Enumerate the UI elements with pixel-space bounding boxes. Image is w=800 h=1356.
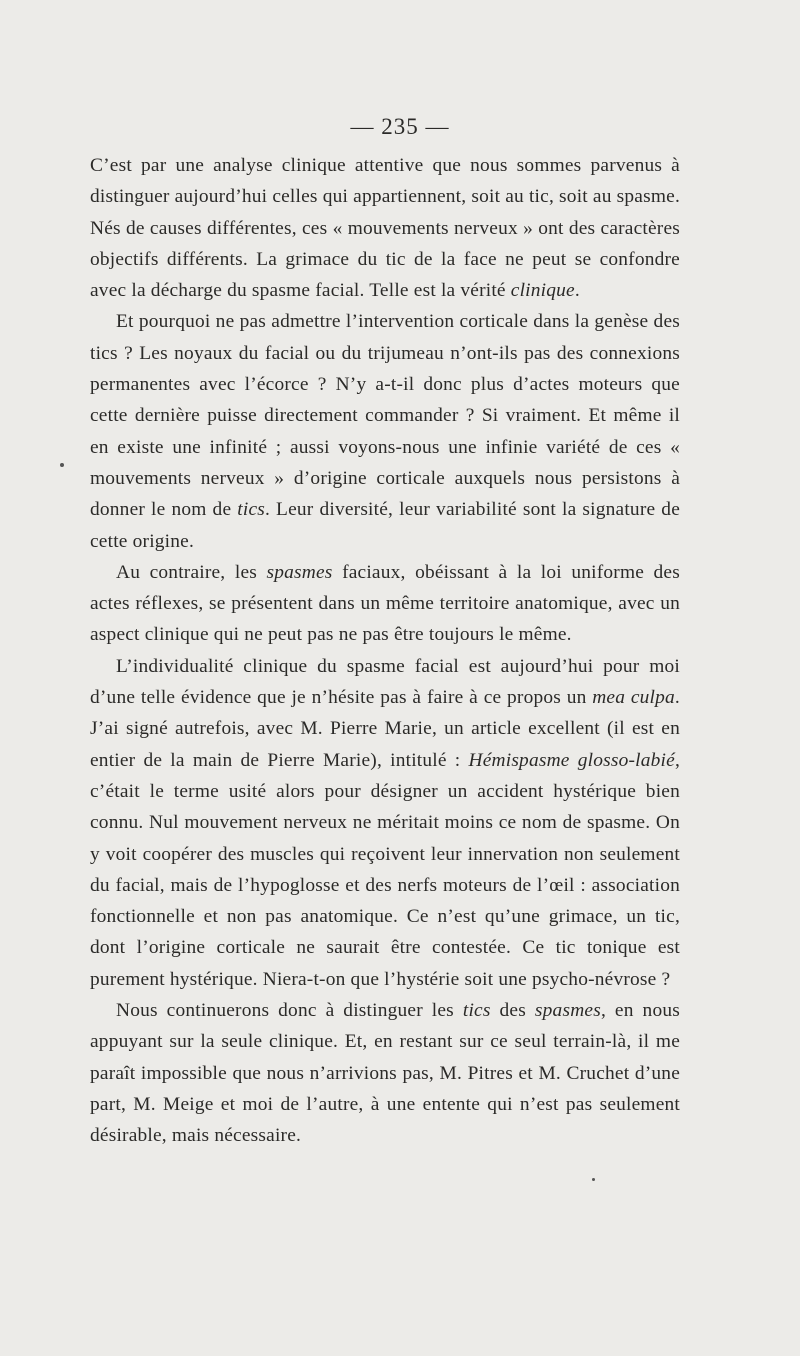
- text-run: des: [490, 1000, 535, 1022]
- paragraph: [90, 150, 680, 306]
- italic-term: spasmes: [266, 561, 333, 583]
- text-run: L’individualité clinique du spasme facial est aujourd’hui pour moi d’une telle évidence que je n’hésite pas à faire à ce propos un: [90, 655, 680, 709]
- text-run: Et pourquoi ne pas admettre l’intervention corticale dans la genèse des tics ? Les noyaux du facial ou du trijumeau n’ont-ils pas des connexions permanentes avec l’écorce ? N’y a-t-il donc plus d’actes moteurs que cette dernière puisse directement commander ? Si vraiment. Et même il en existe une infinité ; aussi voyons-nous une infinie variété de ces « mouvements nerveux » d’origine corticale auxquels nous persistons à donner le nom de: [90, 311, 680, 521]
- text-run: faciaux, obéissant à la loi uniforme des actes réflexes, se présentent dans un même territoire anatomique, avec un aspect clinique qui ne peut pas ne pas être toujours le même.: [90, 561, 680, 646]
- text-run: Nous continuerons donc à distinguer les: [116, 1000, 463, 1022]
- italic-term: mea culpa: [592, 687, 675, 709]
- ink-speck: [592, 1178, 595, 1181]
- paragraph: [90, 651, 680, 995]
- italic-term: Hémispasme glosso-labié: [468, 749, 675, 771]
- paragraph: [90, 557, 680, 651]
- text-run: . Leur diversité, leur variabilité sont la signature de cette origine.: [90, 499, 681, 552]
- text-run: , en nous appuyant sur la seule clinique. Et, en restant sur ce seul terrain-là, il me paraît impossible que nous n’arrivions pas, M. Pitres et M. Cruchet d’une part, M. Meige et moi de l’autre, à une entente qui n’est pas seulement désirable, mais nécessaire.: [90, 1000, 680, 1147]
- text-run: . J’ai signé autrefois, avec M. Pierre Marie, un article excellent (il est en entier de la main de Pierre Marie), intitulé :: [90, 687, 680, 771]
- text-run: C’est par une analyse clinique attentive que nous sommes parvenus à distinguer aujourd’hui celles qui appartiennent, soit au tic, soit au spasme. Nés de causes différentes, ces « mouvements nerveux » ont des caractères objectifs différents. La grimace du tic de la face ne peut se confondre avec la décharge du spasme facial. Telle est la vérité: [90, 155, 680, 302]
- paragraph: [90, 306, 680, 556]
- ink-speck: [60, 463, 64, 467]
- italic-term: tics: [237, 499, 265, 521]
- text-run: Au contraire, les: [116, 561, 267, 583]
- text-run: .: [574, 280, 580, 302]
- paragraph: [90, 995, 680, 1151]
- page-number: — 235 —: [350, 114, 450, 139]
- text-run: , c’était le terme usité alors pour désigner un accident hystérique bien connu. Nul mouvement nerveux ne méritait moins ce nom de spasme. On y voit coopérer des muscles qui reçoivent leur innervation non seulement du facial, mais de l’hypoglosse et des nerfs moteurs de l’œil : association fonctionnelle et non pas anatomique. Ce n’est qu’une grimace, un tic, dont l’origine corticale ne saurait être contestée. Ce tic tonique est purement hystérique. Niera-t-on que l’hystérie soit une psycho-névrose ?: [90, 749, 680, 990]
- italic-term: spasmes: [534, 1000, 601, 1022]
- italic-term: tics: [462, 1000, 491, 1022]
- italic-term: clinique: [510, 280, 575, 302]
- body-text: [90, 150, 680, 1152]
